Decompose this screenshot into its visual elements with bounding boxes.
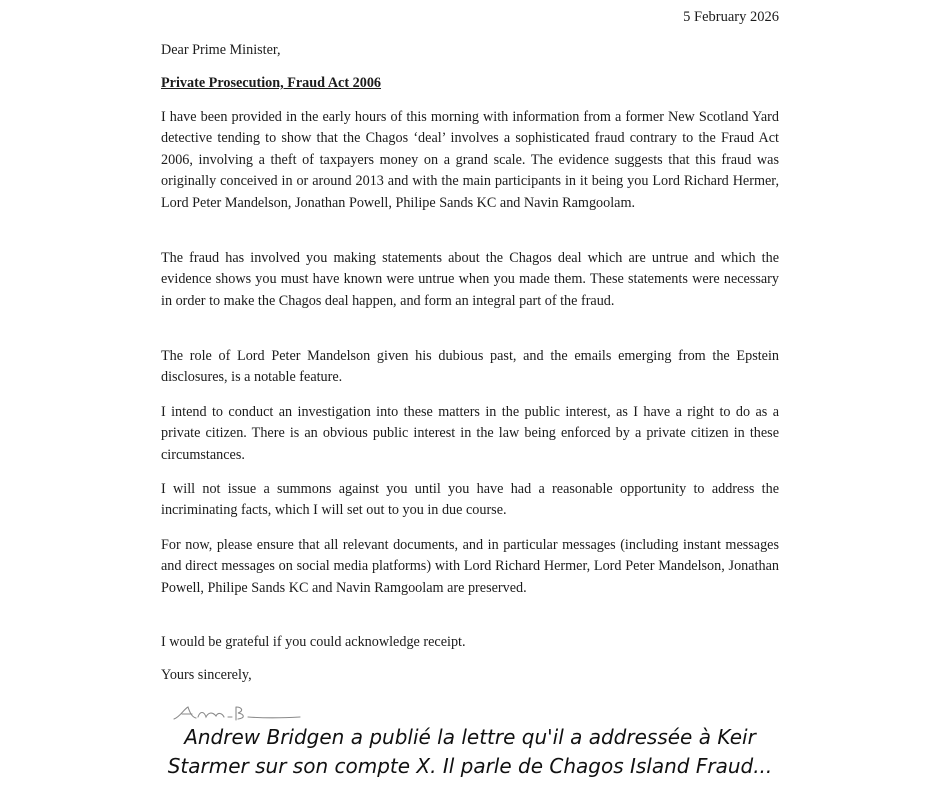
- paragraph-7: I would be grateful if you could acknowledge receipt.: [161, 634, 466, 650]
- paragraph-5: I will not issue a summons against you until you have had a reasonable opportunity to address the incriminating facts, which I will set out to you in due course.: [161, 481, 779, 519]
- caption-line-2: Starmer sur son compte X. Il parle de Chagos Island Fraud...: [167, 754, 773, 778]
- caption: [0, 723, 940, 781]
- subject-heading: Private Prosecution, Fraud Act 2006: [161, 75, 382, 91]
- paragraph-3: The role of Lord Peter Mandelson given his dubious past, and the emails emerging from the Epstein disclosures, is a notable feature.: [161, 348, 779, 386]
- salutation: Dear Prime Minister,: [161, 42, 281, 58]
- paragraph-4: I intend to conduct an investigation into these matters in the public interest, as I have a right to do as a private citizen. There is an obvious public interest in the law being enforced by a private citizen in these circumstances.: [161, 404, 779, 463]
- letter-date: 5 February 2026: [683, 9, 779, 25]
- paragraph-1: I have been provided in the early hours of this morning with information from a former New Scotland Yard detective tending to show that the Chagos ‘deal’ involves a sophisticated fraud contrary to the Fraud Act 2006, involving a theft of taxpayers money on a grand scale. The evidence suggests that this fraud was originally conceived in or around 2013 and with the main participants in it being you Lord Richard Hermer, Lord Peter Mandelson, Jonathan Powell, Philipe Sands KC and Navin Ramgoolam.: [161, 109, 779, 211]
- paragraph-2: The fraud has involved you making statements about the Chagos deal which are untrue and which the evidence shows you must have known were untrue when you made them. These statements were necessary in order to make the Chagos deal happen, and form an integral part of the fraud.: [161, 250, 779, 309]
- closing: Yours sincerely,: [161, 667, 252, 683]
- caption-line-1: Andrew Bridgen a publié la lettre qu'il a addressée à Keir: [184, 725, 756, 749]
- paragraph-6: For now, please ensure that all relevant documents, and in particular messages (including instant messages and direct messages on social media platforms) with Lord Richard Hermer, Lord Peter Mandelson, Jonathan Powell, Philipe Sands KC and Navin Ramgoolam are preserved.: [161, 537, 779, 596]
